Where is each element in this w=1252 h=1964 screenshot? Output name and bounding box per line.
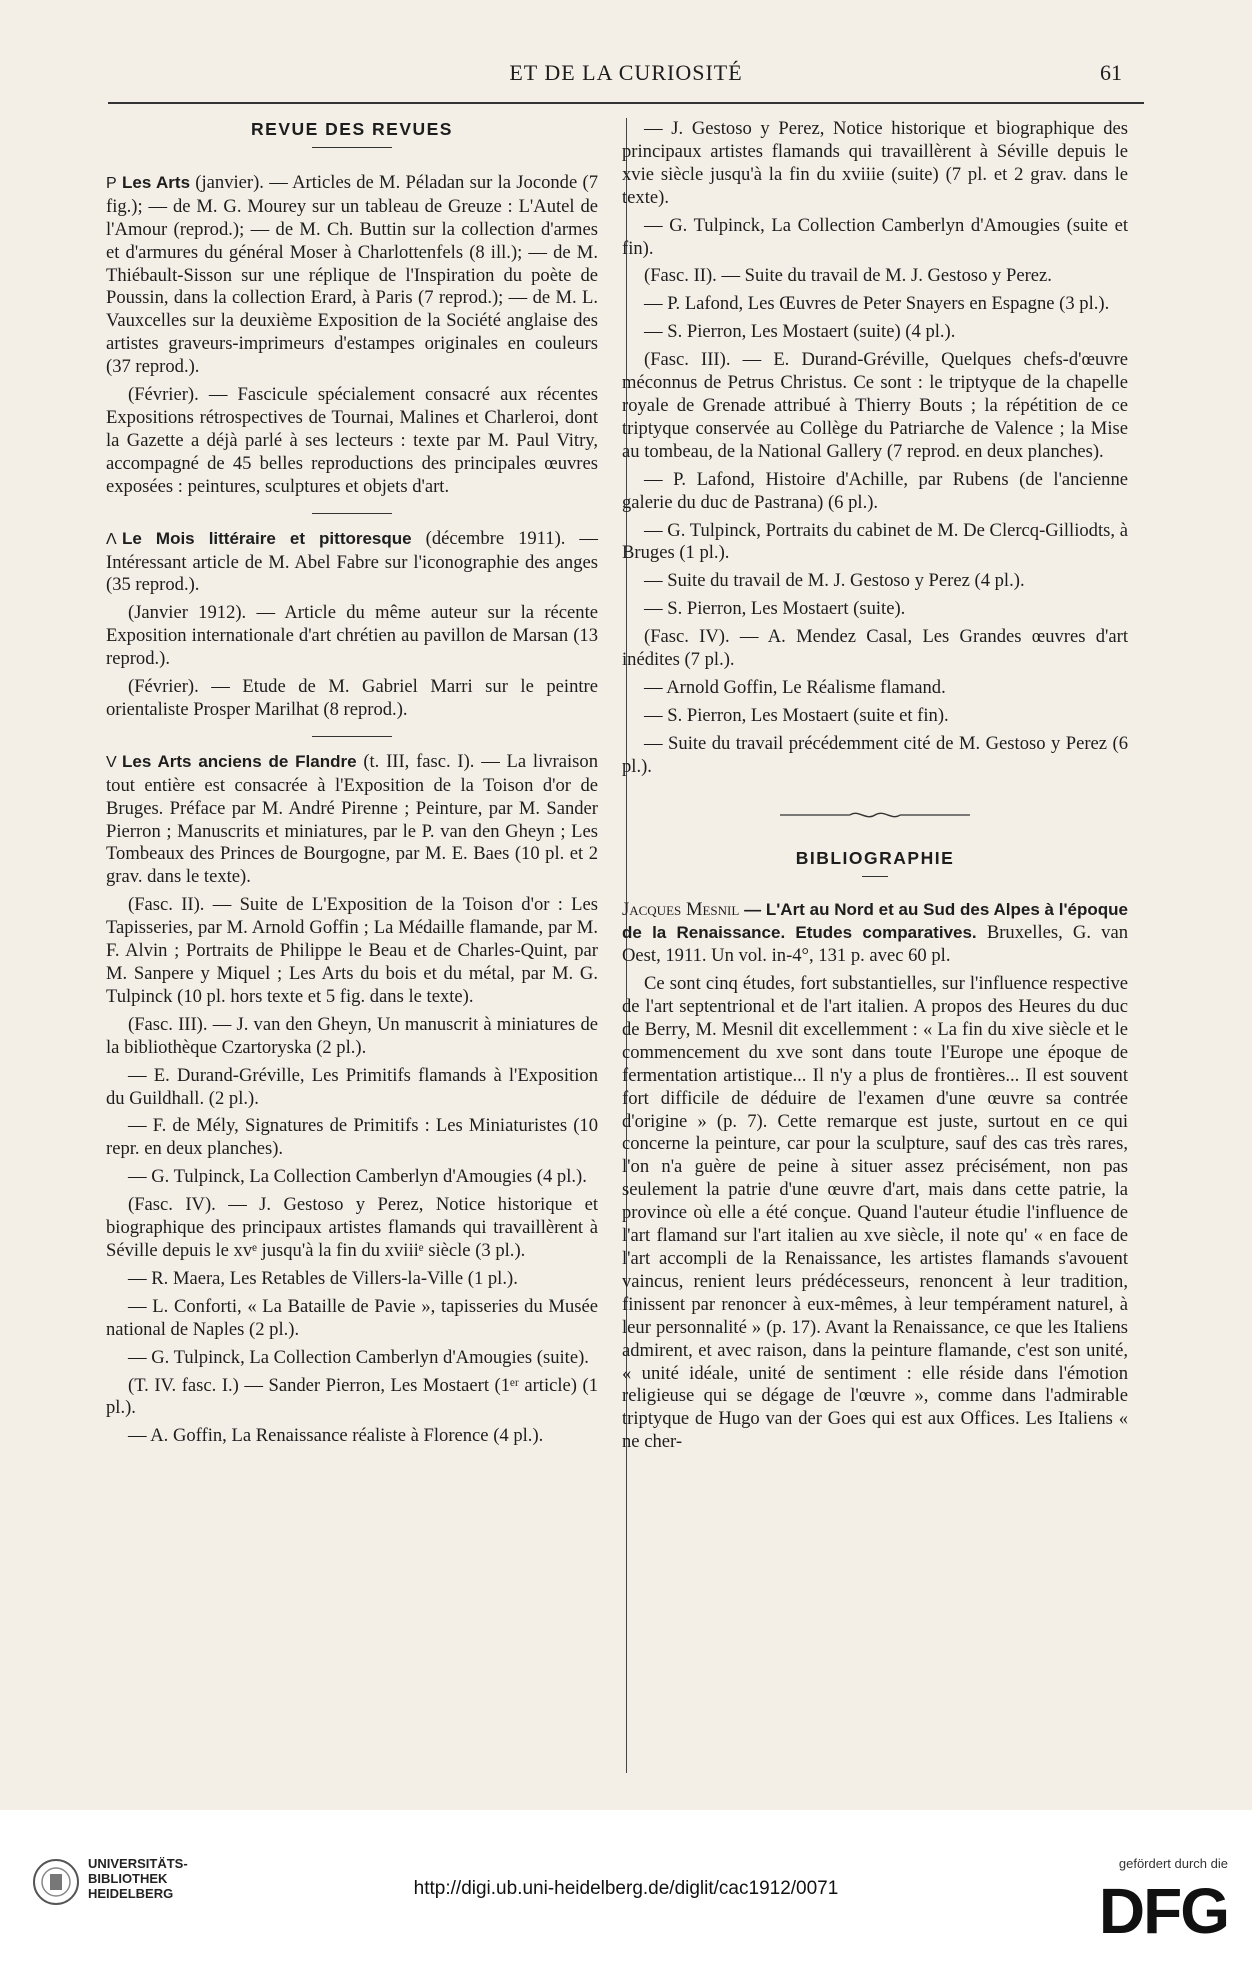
review-paragraph: (Fasc. II). — Suite du travail de M. J. Gestoso y Perez. (644, 265, 1052, 287)
section-title-bibliographie: BIBLIOGRAPHIE (795, 848, 955, 869)
running-head (108, 58, 1144, 94)
review-paragraph: (Fasc. IV). — A. Mendez Casal, Les Grandes œuvres d'art inédites (7 pl.). (622, 626, 1128, 671)
funding-note: gefördert durch die (1118, 1856, 1228, 1871)
footer (0, 1810, 1252, 1964)
right-column (622, 118, 1128, 1459)
review-paragraph: — P. Lafond, Les Œuvres de Peter Snayers en Espagne (3 pl.). (644, 293, 1110, 315)
review-paragraph: (Février). — Fascicule spécialement consacré aux récentes Expositions rétrospectives de Tournai, Malines et Charleroi, dont la Gazette a déjà parlé à ses lecteurs : texte par M. Paul Vitry, accompagné de 45 belles reproductions des principales œuvres exposées : peintures, sculptures et objets d'art. (106, 384, 598, 497)
review-paragraph: (Fasc. III). — E. Durand-Gréville, Quelques chefs-d'œuvre méconnus de Petrus Christus. Ce sont : le triptyque de la chapelle royale de Grenade attribué à Thierry Bouts ; la répétition de ce triptyque conservée au Collège du Patriarche de Valence ; la Mise au tombeau, de la National Gallery (7 reprod. en deux planches). (622, 349, 1128, 462)
review-paragraph: (Février). — Etude de M. Gabriel Marri sur le peintre orientaliste Prosper Marilhat (8 reprod.). (106, 676, 598, 720)
ornament-divider (622, 807, 1128, 830)
biblio-review-text: Ce sont cinq études, fort substantielles, sur l'influence respective de l'art septentrional et de l'art italien. A propos des Heures du duc de Berry, M. Mesnil dit excellemment : « La fin du xive siècle et le commencement du xve sont dans toute l'Europe une époque de fermentation artistique... Il n'y a plus de frontières... Il est souvent fort difficile de déduire de l'examen d'une œuvre sa contrée d'origine » (p. 7). Cette remarque est juste, surtout en ce qui concerne la peinture, car pour la sculpture, sauf des cas très rares, l'on n'a guère de peine à situer assez précisément, non pas seulement la patrie d'une œuvre d'art, mais dans cette patrie, la province où elle a été conçue. Quand l'auteur étudie l'influence de l'art flamand sur l'art italien au xve siècle, il note qu' « en face de l'art accompli de la Renaissance, les artistes flamands s'avouent vaincus, renient leurs prédécesseurs, renoncent à leur tradition, finissent par renoncer à eux-mêmes, à leur tempérament naturel, à leur personnalité » (p. 17). Avant la Renaissance, ce que les Italiens admirent, et avec raison, dans la peinture flamande, c'est son unité, « unité idéale, unité de sentiment : elle réside dans l'émotion religieuse qui se dégage de l'œuvre », comme dans l'admirable triptyque de Hugo van der Goes qui est aux Offices. Les Italiens « ne cher- (622, 973, 1128, 1453)
review-paragraph: — G. Tulpinck, La Collection Camberlyn d'Amougies (4 pl.). (128, 1166, 587, 1188)
review-paragraph: — P. Lafond, Histoire d'Achille, par Rubens (de l'ancienne galerie du duc de Pastrana) (6 pl.). (622, 468, 1128, 513)
entry-mark: V (106, 753, 117, 771)
review-paragraph: (Janvier 1912). — Article du même auteur sur la récente Exposition internationale d'art chrétien au pavillon de Marsan (13 reprod.). (106, 602, 598, 670)
review-paragraph: — S. Pierron, Les Mostaert (suite) (4 pl.). (644, 321, 956, 343)
review-title: Les Arts (122, 172, 191, 192)
library-line: HEIDELBERG (88, 1886, 174, 1901)
review-paragraph: — Suite du travail précédemment cité de M. Gestoso y Perez (6 pl.). (622, 732, 1128, 777)
review-text: (janvier). — Articles de M. Péladan sur la Joconde (7 fig.); — de M. G. Mourey sur un tableau de Greuze : L'Autel de l'Amour (reprod.); — de M. Ch. Buttin sur la collection d'armes et d'armures du général Moser à Charlottenfels (8 ill.); — de M. Thiébault-Sisson sur une réplique de l'Inspiration du poète de Poussin, dans la collection Erard, à Paris (7 reprod.); — de M. L. Vauxcelles sur la deuxième Exposition de la Société anglaise des artistes graveurs-imprimeurs d'estampes originales en couleurs (37 reprod.). (106, 171, 598, 378)
entry-mark: P (106, 174, 117, 192)
review-paragraph: — F. de Mély, Signatures de Primitifs : Les Miniaturistes (10 repr. en deux planches). (106, 1115, 598, 1160)
section-title-revue-des-revues: REVUE DES REVUES (251, 119, 453, 139)
review-title: Le Mois littéraire et pittoresque (122, 528, 412, 548)
library-line: BIBLIOTHEK (88, 1871, 168, 1886)
library-line: UNIVERSITÄTS- (88, 1856, 188, 1871)
review-paragraph: (Fasc. II). — Suite de L'Exposition de la Toison d'or : Les Tapisseries, par M. Arnold Goffin ; La Médaille flamande, par M. F. Alvin ; Portraits de Philippe le Beau et de Charles-Quint, par M. Sanpere y Miquel ; Les Arts du bois et du métal, par M. G. Tulpinck (10 pl. hors texte et 5 fig. dans le texte). (106, 894, 598, 1007)
section-rule (862, 876, 888, 877)
review-paragraph: — G. Tulpinck, La Collection Camberlyn d'Amougies (suite et fin). (622, 214, 1128, 259)
review-paragraph: — J. Gestoso y Perez, Notice historique et biographique des principaux artistes flamands qui travaillèrent à Séville depuis le xvie siècle jusqu'à la fin du xviiie (suite) (7 pl. et 2 grav. dans le texte). (622, 118, 1128, 208)
review-text: (décembre 1911). — Intéressant article de M. Abel Fabre sur l'iconographie des anges (35 reprod.). (106, 527, 598, 596)
review-entry-arts-anciens (106, 751, 598, 889)
review-paragraph: — R. Maera, Les Retables de Villers-la-Ville (1 pl.). (128, 1267, 518, 1289)
biblio-publisher: Bruxelles, G. van Oest, 1911. Un vol. in-4°, 131 p. avec 60 pl. (622, 922, 1128, 967)
review-paragraph: — S. Pierron, Les Mostaert (suite). (644, 598, 906, 620)
review-paragraph: — A. Goffin, La Renaissance réaliste à Florence (4 pl.). (128, 1425, 544, 1447)
review-text: (t. III, fasc. I). — La livraison tout entière est consacrée à l'Exposition de la Toison d'or de Bruges. Préface par M. André Pirenne ; Peinture, par M. Sander Pierron ; Manuscrits et miniatures, par le P. van den Gheyn ; Les Tombeaux des Princes de Bourgogne, par M. E. Baes (10 pl. et 2 grav. dans le texte). (106, 750, 598, 888)
review-entry-mois-litteraire (106, 528, 598, 598)
header-rule (108, 102, 1144, 104)
review-paragraph: — Suite du travail de M. J. Gestoso y Perez (4 pl.). (644, 570, 1025, 592)
review-paragraph: — G. Tulpinck, Portraits du cabinet de M. De Clercq-Gilliodts, à Bruges (1 pl.). (622, 519, 1128, 564)
page-number: 61 (1100, 60, 1122, 85)
divider-rule (312, 736, 392, 737)
review-paragraph: — G. Tulpinck, La Collection Camberlyn d'Amougies (suite). (128, 1346, 589, 1368)
review-paragraph: — S. Pierron, Les Mostaert (suite et fin). (644, 704, 949, 726)
left-column (106, 118, 598, 1453)
review-paragraph: (Fasc. IV). — J. Gestoso y Perez, Notice historique et biographique des principaux artistes flamands qui travaillèrent à Séville depuis le xvᵉ jusqu'à la fin du xviiiᵉ siècle (3 pl.). (106, 1194, 598, 1261)
source-url-link[interactable]: http://digi.ub.uni-heidelberg.de/diglit/cac1912/0071 (413, 1878, 839, 1899)
review-paragraph: — Arnold Goffin, Le Réalisme flamand. (644, 676, 946, 698)
divider-rule (312, 513, 392, 514)
review-title: Les Arts anciens de Flandre (122, 751, 357, 771)
biblio-author: Jacques Mesnil (622, 899, 740, 921)
bibliography-entry (622, 899, 1128, 968)
review-paragraph: — E. Durand-Gréville, Les Primitifs flamands à l'Exposition du Guildhall. (2 pl.). (106, 1064, 598, 1109)
review-paragraph: — L. Conforti, « La Bataille de Pavie », tapisseries du Musée national de Naples (2 pl.). (106, 1295, 598, 1340)
section-rule (312, 147, 392, 148)
review-paragraph: (Fasc. III). — J. van den Gheyn, Un manuscrit à miniatures de la bibliothèque Czartoryska (2 pl.). (106, 1013, 598, 1058)
review-entry-les-arts (106, 172, 598, 379)
running-head-title: ET DE LA CURIOSITÉ (509, 60, 743, 85)
dfg-logo: DFG (1098, 1875, 1228, 1947)
biblio-title: — L'Art au Nord et au Sud des Alpes à l'époque de la Renaissance. Etudes comparatives. (622, 900, 1128, 943)
entry-mark: Λ (106, 530, 117, 548)
ornament-icon (780, 809, 970, 821)
review-paragraph: (T. IV. fasc. I.) — Sander Pierron, Les Mostaert (1ᵉʳ article) (1 pl.). (106, 1374, 598, 1419)
